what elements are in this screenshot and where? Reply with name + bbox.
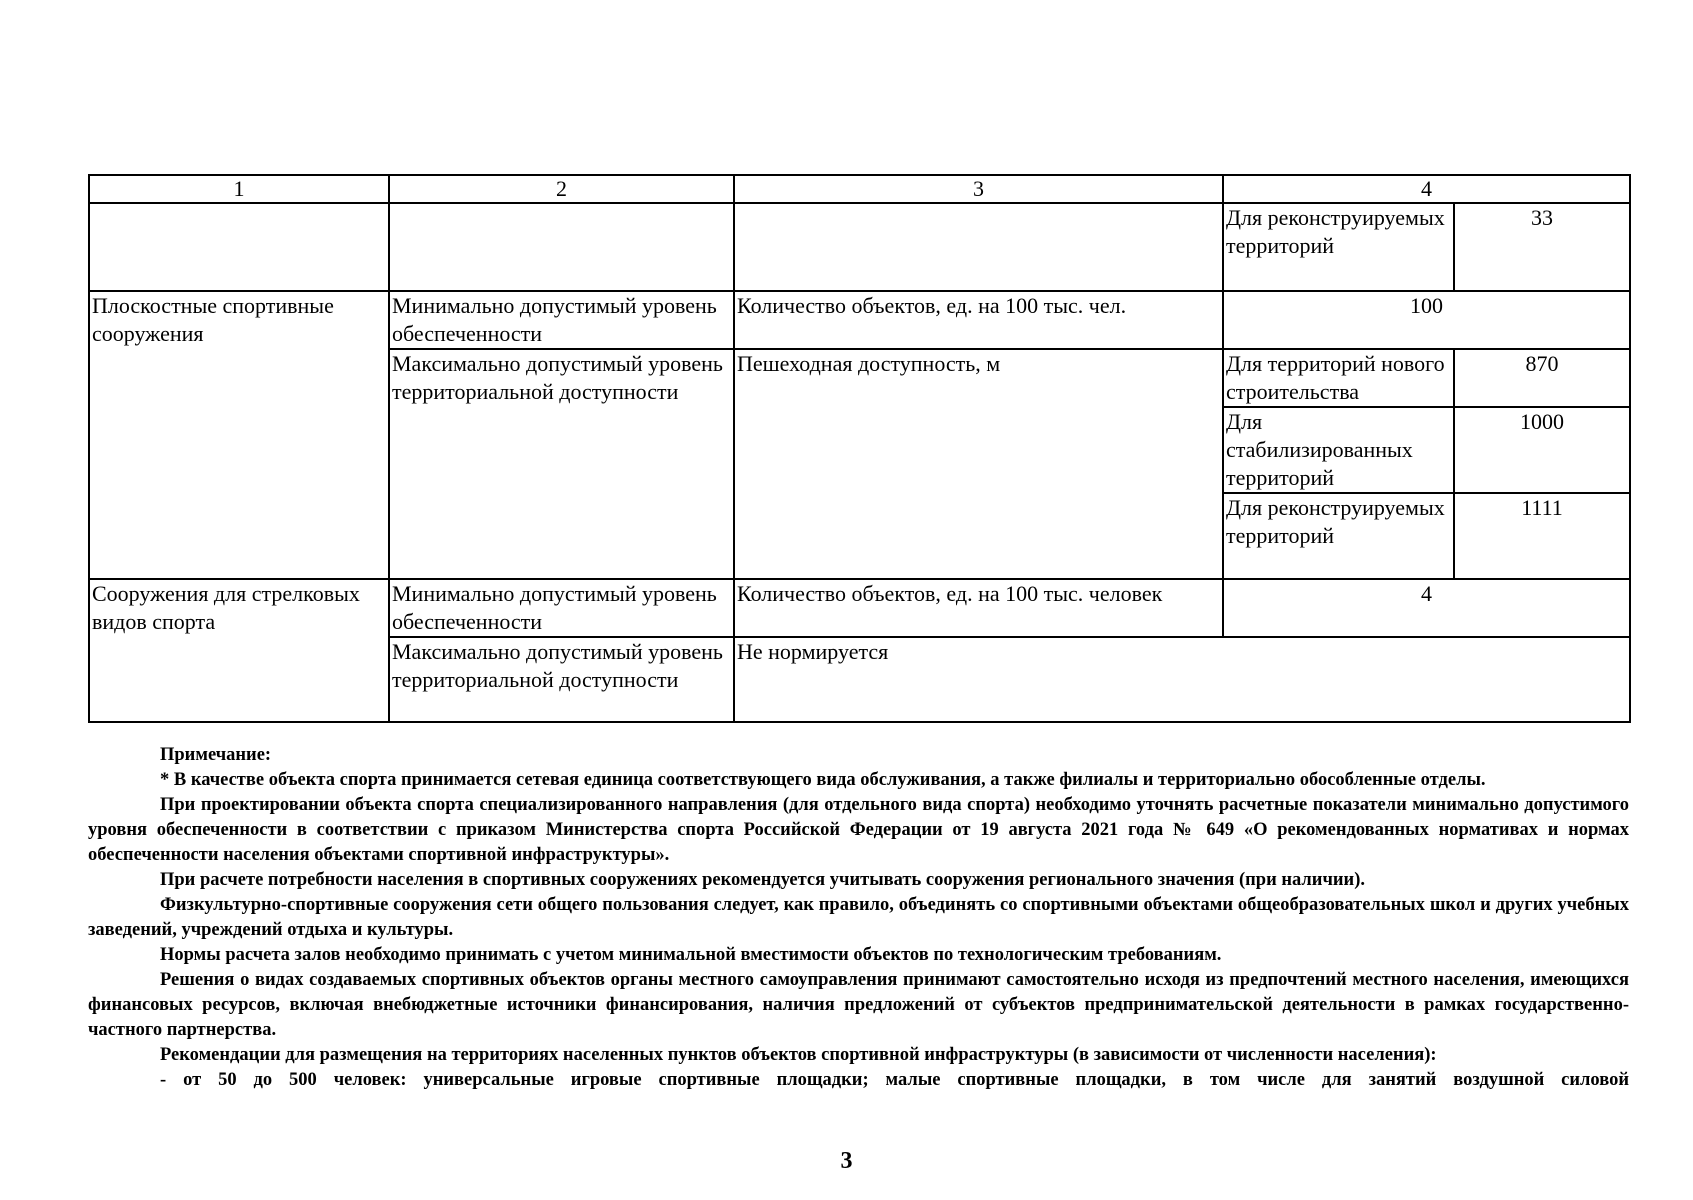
sub-value-cell: 870 [1454, 349, 1630, 407]
note-paragraph: Физкультурно-спортивные сооружения сети общего пользования следует, как правило, объединять со спортивными объектами общеобразовательных школ и других учебных заведений, учреждений отдыха и культуры. [88, 895, 1629, 940]
table-row [89, 291, 1630, 349]
note-paragraph: Рекомендации для размещения на территориях населенных пунктов объектов спортивной инфраструктуры (в зависимости от численности населения): [160, 1045, 1437, 1065]
level-cell: Максимально допустимый уровень территориальной доступности [389, 637, 734, 722]
sub-label-cell: Для реконструируемых территорий [1223, 203, 1454, 291]
table-header-row [89, 175, 1630, 203]
note-paragraph: * В качестве объекта спорта принимается сетевая единица соответствующего вида обслуживания, а также филиалы и территориально обособленные отделы. [160, 770, 1486, 790]
empty-cell [89, 203, 389, 291]
empty-cell [389, 203, 734, 291]
level-cell: Максимально допустимый уровень территориальной доступности [389, 349, 734, 579]
table-row [89, 579, 1630, 637]
object-type-cell: Плоскостные спортивные сооружения [89, 291, 389, 579]
value-cell: 100 [1223, 291, 1630, 349]
header-col-3: 3 [734, 175, 1223, 203]
note-paragraph: Решения о видах создаваемых спортивных объектов органы местного самоуправления принимают самостоятельно исходя из предпочтений местного населения, имеющихся финансовых ресурсов, включая внебюджетные источники финансирования, наличия предложений от субъектов предпринимательской деятельности в рамках государственно-частного партнерства. [88, 970, 1629, 1040]
level-cell: Минимально допустимый уровень обеспеченности [389, 291, 734, 349]
header-col-4: 4 [1223, 175, 1630, 203]
page-number: 3 [840, 1148, 853, 1174]
empty-cell [734, 203, 1223, 291]
notes-section [88, 743, 1629, 1093]
norms-table [88, 174, 1631, 723]
sub-value-cell: 1111 [1454, 493, 1630, 579]
note-paragraph: При проектировании объекта спорта специализированного направления (для отдельного вида спорта) необходимо уточнять расчетные показатели минимально допустимого уровня обеспеченности в соответствии с приказом Министерства спорта Российской Федерации от 19 августа 2021 года № 649 «О рекомендованных нормативах и нормах обеспеченности населения объектами спортивной инфраструктуры». [88, 795, 1629, 865]
value-cell: 4 [1223, 579, 1630, 637]
header-col-2: 2 [389, 175, 734, 203]
notes-title: Примечание: [160, 745, 272, 765]
level-cell: Минимально допустимый уровень обеспеченности [389, 579, 734, 637]
note-paragraph: Нормы расчета залов необходимо принимать с учетом минимальной вместимости объектов по технологическим требованиям. [160, 945, 1222, 965]
sub-label-cell: Для территорий нового строительства [1223, 349, 1454, 407]
object-type-cell: Сооружения для стрелковых видов спорта [89, 579, 389, 722]
indicator-cell: Количество объектов, ед. на 100 тыс. чел. [734, 291, 1223, 349]
sub-label-cell: Для стабилизированных территорий [1223, 407, 1454, 493]
note-paragraph: При расчете потребности населения в спортивных сооружениях рекомендуется учитывать сооружения регионального значения (при наличии). [160, 870, 1366, 890]
sub-value-cell: 33 [1454, 203, 1630, 291]
indicator-cell: Не нормируется [734, 637, 1630, 722]
indicator-cell: Пешеходная доступность, м [734, 349, 1223, 579]
sub-label-cell: Для реконструируемых территорий [1223, 493, 1454, 579]
header-col-1: 1 [89, 175, 389, 203]
note-paragraph: - от 50 до 500 человек: универсальные игровые спортивные площадки; малые спортивные площадки, в том числе для занятий воздушной силовой [160, 1070, 1629, 1090]
table-row [89, 203, 1630, 291]
indicator-cell: Количество объектов, ед. на 100 тыс. человек [734, 579, 1223, 637]
sub-value-cell: 1000 [1454, 407, 1630, 493]
